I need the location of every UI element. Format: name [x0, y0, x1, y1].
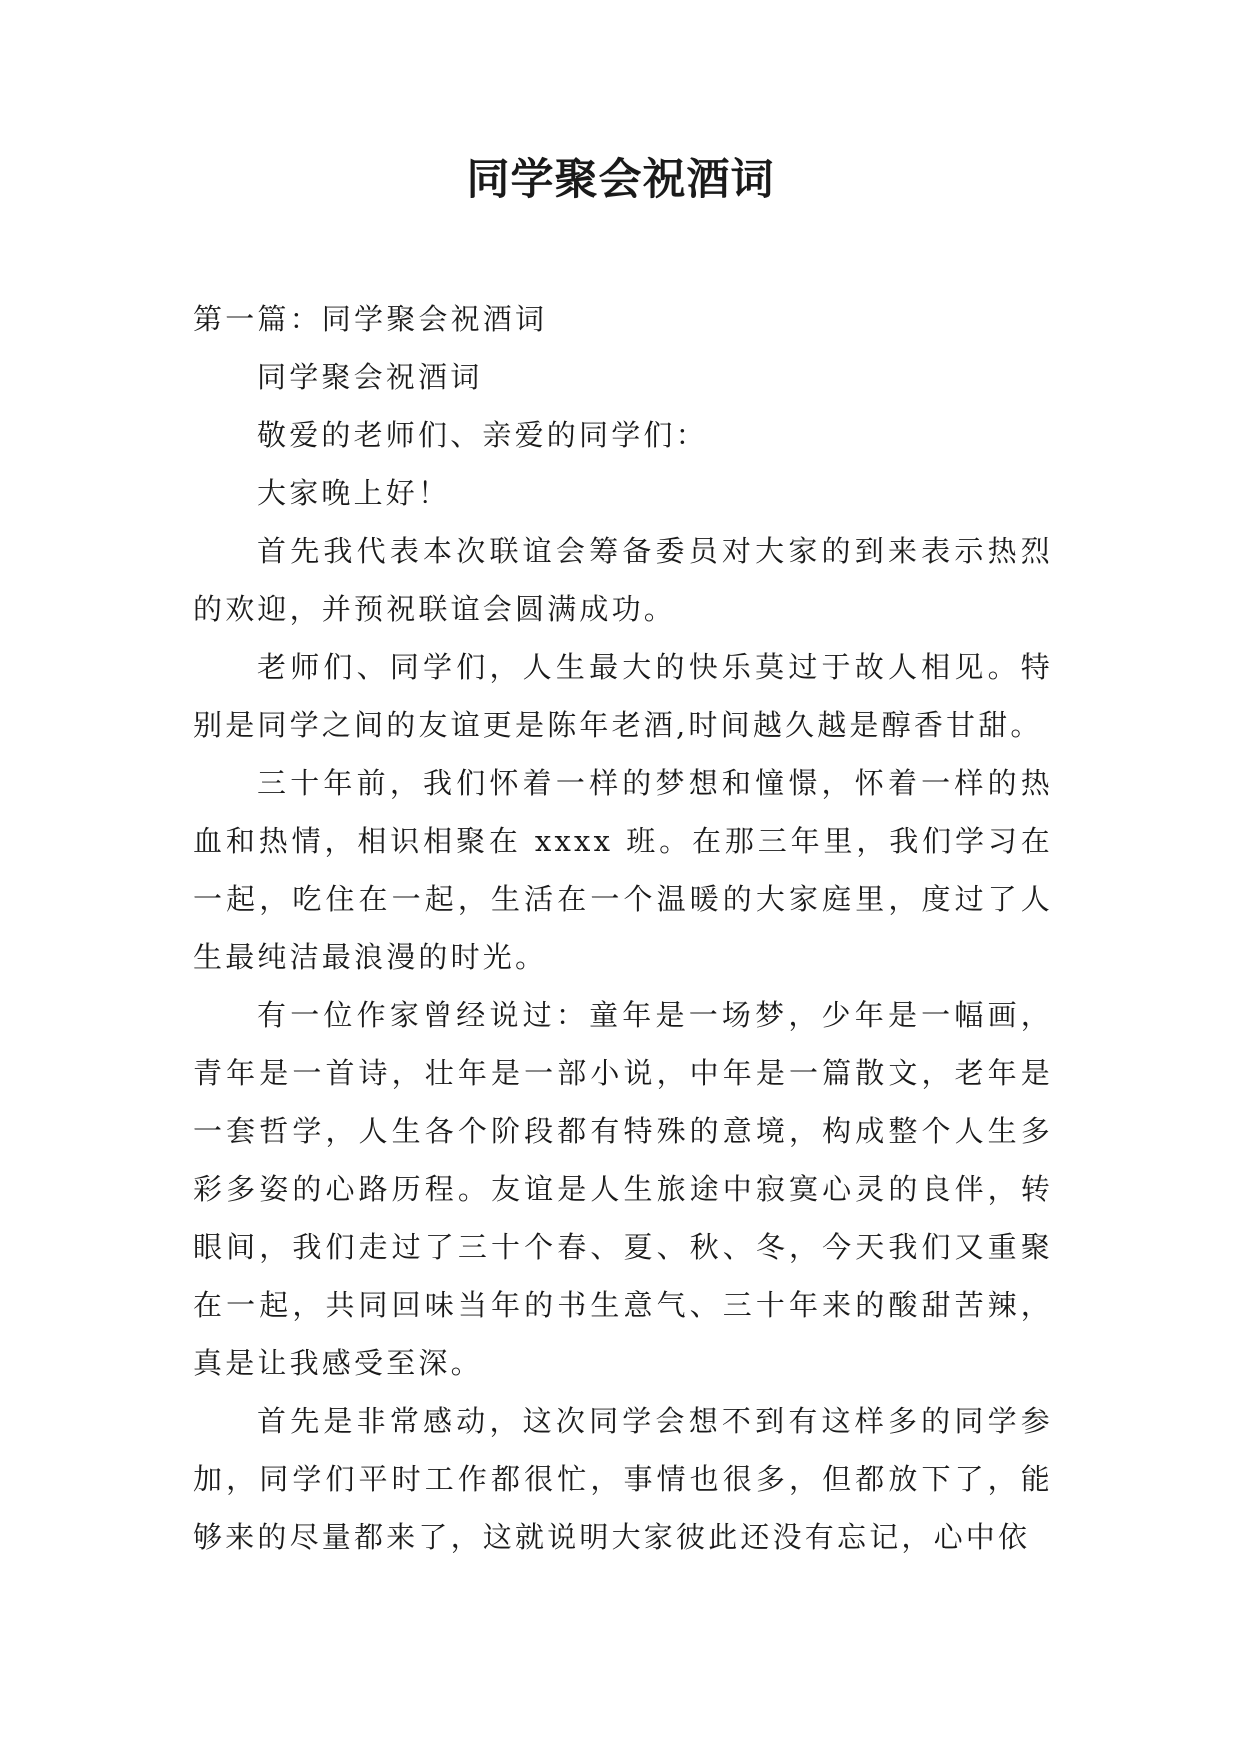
section-heading: 第一篇：同学聚会祝酒词 — [193, 302, 548, 336]
paragraph: 老师们、同学们，人生最大的快乐莫过于故人相见。特别是同学之间的友谊更是陈年老酒,时间越久越是醇香甘甜。 — [193, 650, 1053, 742]
paragraph: 敬爱的老师们、亲爱的同学们： — [257, 418, 708, 452]
paragraph: 首先是非常感动，这次同学会想不到有这样多的同学参加，同学们平时工作都很忙，事情也很多，但都放下了，能够来的尽量都来了，这就说明大家彼此还没有忘记，心中依 — [193, 1404, 1053, 1554]
paragraph: 同学聚会祝酒词 — [257, 360, 483, 394]
paragraph: 有一位作家曾经说过：童年是一场梦，少年是一幅画，青年是一首诗，壮年是一部小说，中年是一篇散文，老年是一套哲学，人生各个阶段都有特殊的意境，构成整个人生多彩多姿的心路历程。友谊是人生旅途中寂寞心灵的良伴，转眼间，我们走过了三十个春、夏、秋、冬，今天我们又重聚在一起，共同回味当年的书生意气、三十年来的酸甜苦辣，真是让我感受至深。 — [193, 998, 1053, 1380]
document-body — [193, 290, 1053, 1566]
paragraph: 大家晚上好！ — [257, 476, 451, 510]
paragraph: 三十年前，我们怀着一样的梦想和憧憬，怀着一样的热血和热情，相识相聚在 xxxx 班。在那三年里，我们学习在一起，吃住在一起，生活在一个温暖的大家庭里，度过了人生最纯洁最浪漫的时光。 — [193, 766, 1053, 974]
paragraph: 首先我代表本次联谊会筹备委员对大家的到来表示热烈的欢迎，并预祝联谊会圆满成功。 — [193, 534, 1053, 626]
document-title: 同学聚会祝酒词 — [466, 155, 775, 205]
